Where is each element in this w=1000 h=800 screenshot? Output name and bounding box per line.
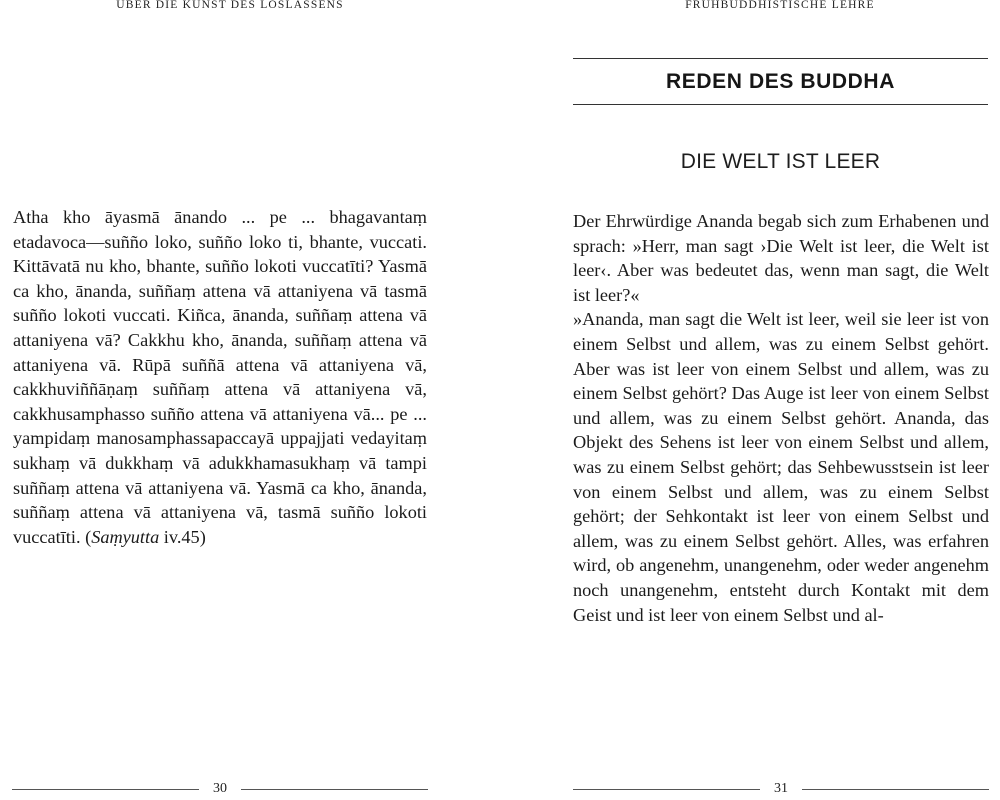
footer-rule-left xyxy=(12,789,199,790)
pali-paragraph xyxy=(13,205,427,549)
right-page xyxy=(500,0,1000,800)
running-head-right: FRÜHBUDDHISTISCHE LEHRE xyxy=(685,0,875,11)
footer-rule-left xyxy=(573,789,760,790)
section-title: DIE WELT IST LEER xyxy=(680,150,881,173)
page-number-left: 30 xyxy=(213,781,227,796)
chapter-heading-box xyxy=(573,58,988,105)
german-text xyxy=(573,209,989,627)
chapter-title: REDEN DES BUDDHA xyxy=(666,69,895,93)
citation-open: ( xyxy=(85,526,92,547)
german-paragraph-2: »Ananda, man sagt die Welt ist leer, weil sie leer ist von einem Selbst und allem, was zu einem Selbst gehört. Aber was ist leer von einem Selbst und allem, was zu einem Selbst gehört? Das Auge ist leer von einem Selbst und allem, was zu einem Selbst gehört. Ananda, das Objekt des Sehens ist leer von einem Selbst und allem, was zu einem Selbst gehört; das Sehbewusstsein ist leer von einem Selbst und allem, was zu einem Selbst gehört; der Sehkontakt ist leer von einem Selbst und allem, was zu einem Selbst gehört. Alles, was erfahren wird, ob angenehm, unangenehm, oder weder angenehm noch unangenehm, entsteht durch Kontakt mit dem Geist und ist leer von einem Selbst und al- xyxy=(573,309,989,625)
pali-text xyxy=(13,205,427,549)
footer-rule-right xyxy=(241,789,428,790)
german-paragraph-1: Der Ehrwürdige Ananda begab sich zum Erhabenen und sprach: »Herr, man sagt ›Die Welt ist leer, die Welt ist leer‹. Aber was bedeutet das, wenn man sagt, die Welt ist leer?« xyxy=(573,211,989,305)
footer-rule-right xyxy=(802,789,989,790)
running-head-left: ÜBER DIE KUNST DES LOSLASSENS xyxy=(116,0,344,11)
citation-work: Saṃyutta xyxy=(91,526,160,547)
page-footer-left xyxy=(12,780,428,798)
pali-paragraph-text: Atha kho āyasmā ānando ... pe ... bhagavantaṃ etadavoca—suñño loko, suñño loko ti, bhante, vuccati. Kittāvatā nu kho, bhante, suñño lokoti vuccatīti? Yasmā ca kho, ānanda, suññaṃ attena vā attaniyena vā tasmā suñño lokoti vuccati. Kiñca, ānanda, suññaṃ attena vā attaniyena vā? Cakkhu kho, ānanda, suññaṃ attena vā attaniyena vā. Rūpā suññā attena vā attaniyena vā, cakkhuviññāṇaṃ suññaṃ attena vā attaniyena vā, cakkhusamphasso suñño attena vā attaniyena vā... pe ... yampidaṃ manosamphassapaccayā uppajjati vedayitaṃ sukhaṃ vā dukkhaṃ vā adukkhamasukhaṃ vā tampi suññaṃ attena vā attaniyena vā. Yasmā ca kho, ānanda, suññaṃ attena vā attaniyena vā, tasmā suñño lokoti vuccatīti. xyxy=(13,207,427,547)
page-number-right: 31 xyxy=(774,781,788,796)
citation-ref: iv.45) xyxy=(159,526,206,547)
page-footer-right xyxy=(573,780,989,798)
